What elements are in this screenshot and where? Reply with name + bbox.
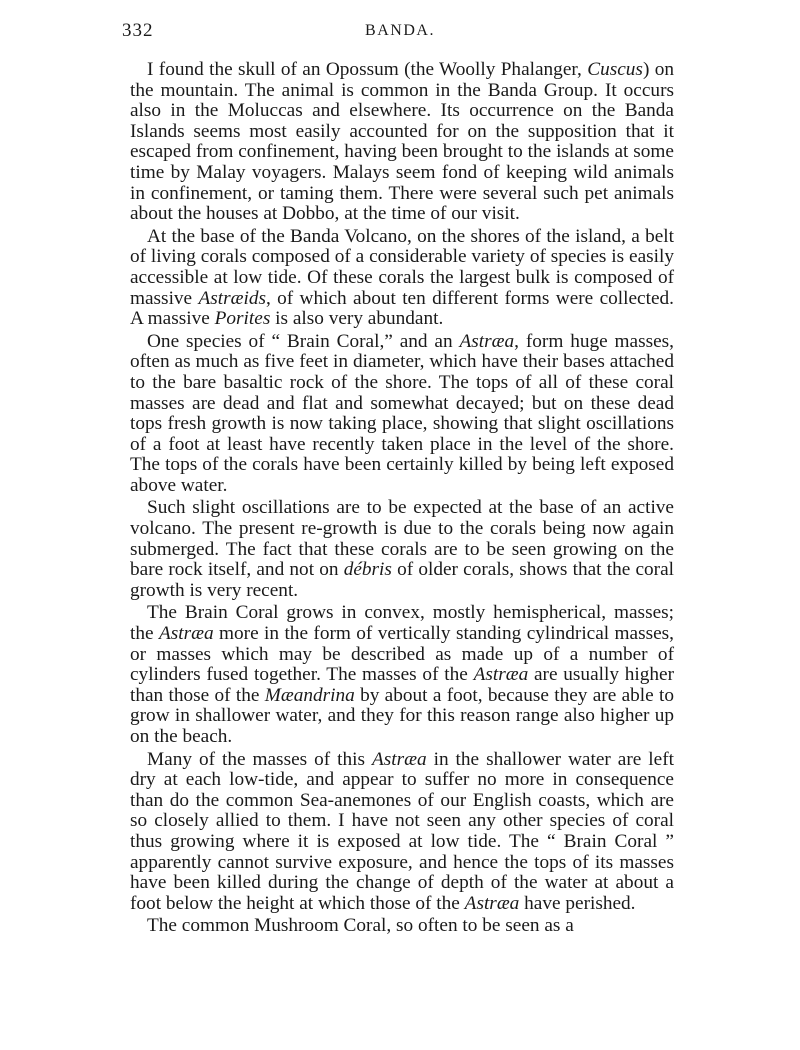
paragraph bbox=[130, 60, 674, 225]
italic-term: Astræa bbox=[459, 330, 515, 352]
italic-term: Astræa bbox=[371, 748, 427, 770]
text-run: have perished. bbox=[519, 892, 636, 914]
paragraph bbox=[130, 332, 674, 497]
page-header bbox=[122, 20, 678, 46]
text-run: more in the form of vertically standing cylindrical masses, or masses which may be described as made up of a number of cylinders fused together. The masses of the bbox=[130, 623, 674, 686]
text-run: One species of “ Brain Coral,” and an bbox=[147, 330, 460, 352]
paragraph bbox=[130, 227, 674, 330]
text-run: Such slight oscillations are to be expected at the base of an active volcano. The present re-growth is due to the corals being now again submerged. The fact that these corals are to be seen growing on the bare rock itself, and not on bbox=[130, 497, 674, 581]
text-run: The common Mushroom Coral, so often to be seen as a bbox=[147, 916, 574, 937]
text-run: The Brain Coral grows in convex, mostly hemispherical, masses; the bbox=[130, 602, 674, 645]
italic-term: Astræa bbox=[473, 664, 529, 686]
italic-term: Cuscus bbox=[587, 59, 643, 80]
paragraph bbox=[130, 916, 674, 937]
paragraph bbox=[130, 603, 674, 747]
text-run: is also very abundant. bbox=[270, 308, 444, 330]
running-head: BANDA. bbox=[365, 22, 435, 39]
text-run: of older corals, shows that the coral growth is very recent. bbox=[130, 559, 674, 601]
text-run: I found the skull of an Opossum (the Woolly Phalanger, bbox=[147, 59, 588, 80]
text-run: , of which about ten different forms were collected. A massive bbox=[130, 287, 674, 330]
text-run: ) on the mountain. The animal is common in the Banda Group. It occurs also in the Moluccas and elsewhere. Its occurrence on the Banda Islands seems most easily accounted for on the supposition that it escaped from confinement, having been brought to the islands at some time by Malay voyagers. Malays seem fond of keeping wild animals in confinement, or taming them. There were several such pet animals about the houses at Dobbo, at the time of our visit. bbox=[130, 59, 674, 225]
text-run: by about a foot, because they are able to grow in shallower water, and they for this reason range also higher up on the beach. bbox=[130, 684, 674, 747]
italic-term: Astræids bbox=[198, 287, 266, 309]
italic-term: Astræa bbox=[464, 892, 520, 914]
text-run: , form huge masses, often as much as five feet in diameter, which have their bases attached to the bare basaltic rock of the shore. The tops of all of these coral masses are dead and flat and somewhat decayed; but on these dead tops fresh growth is now taking place, showing that slight oscillations of a foot at least have recently taken place in the level of the shore. The tops of the corals have been certainly killed by being left exposed above water. bbox=[130, 330, 674, 496]
text-run: Many of the masses of this bbox=[147, 748, 372, 770]
text-run: are usually higher than those of the bbox=[130, 664, 675, 706]
page-number: 332 bbox=[122, 20, 154, 41]
italic-term: débris bbox=[343, 559, 392, 581]
paragraph bbox=[130, 498, 674, 601]
italic-term: Mæandrina bbox=[264, 684, 355, 706]
text-run: At the base of the Banda Volcano, on the shores of the island, a belt of living corals composed of a considerable variety of species is easily accessible at low tide. Of these corals the largest bulk is composed of massive bbox=[130, 225, 674, 309]
italic-term: Porites bbox=[214, 308, 271, 330]
italic-term: Astræa bbox=[158, 623, 214, 645]
text-run: in the shallower water are left dry at each low-tide, and appear to suffer no more in consequence than do the common Sea-anemones of our English coasts, which are so closely allied to them. I have not seen any other species of coral thus growing where it is exposed at low tide. The “ Brain Coral ” apparently cannot survive exposure, and hence the tops of its masses have been killed during the change of depth of the water at about a foot below the height at which those of the bbox=[130, 748, 674, 914]
body-text bbox=[130, 60, 674, 937]
paragraph bbox=[130, 750, 674, 915]
